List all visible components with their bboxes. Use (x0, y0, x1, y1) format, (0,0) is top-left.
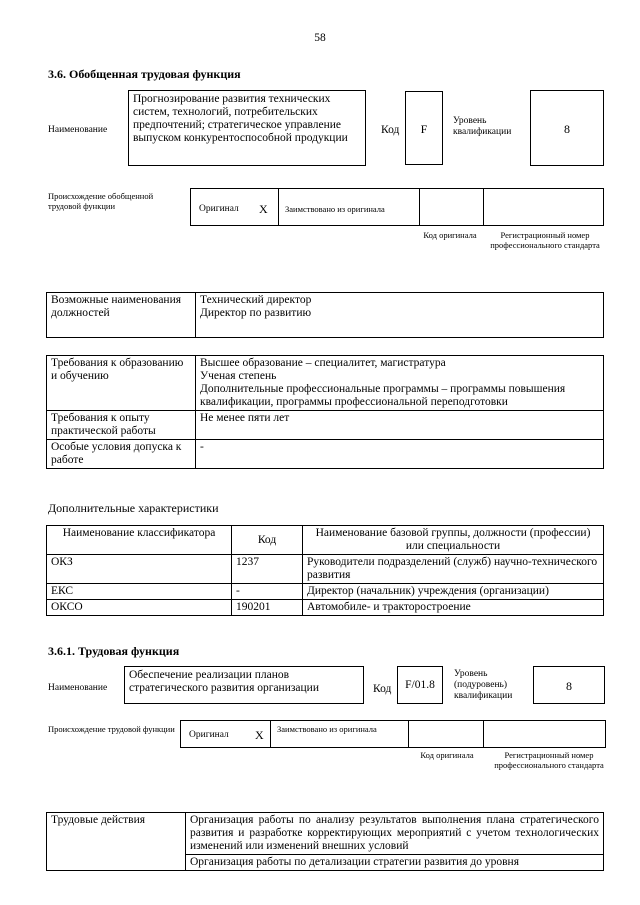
requirement-label: Требования к опыту практической работы (47, 411, 196, 440)
requirement-label: Особые условия допуска к работе (47, 440, 196, 469)
code-label: Код (381, 124, 400, 136)
level-label: Уровень квалификации (453, 116, 512, 137)
requirement-line: Дополнительные профессиональные программы – программы повышения квалификации, программы профессиональной переподготовки (200, 383, 566, 408)
section-heading: 3.6. Обобщенная трудовая функция (48, 67, 241, 81)
origin-code-caption: Код оригинала (423, 230, 477, 240)
sub-original-label: Оригинал (189, 730, 229, 740)
origin-table (190, 188, 604, 226)
table-cell: ЕКС (47, 584, 232, 600)
additional-table (46, 525, 604, 616)
sub-origin-table (180, 720, 606, 748)
table-row (47, 356, 604, 411)
origin-label: Происхождение обобщенной трудовой функции (48, 191, 154, 211)
table-cell: Руководители подразделений (служб) научно-технического развития (303, 555, 604, 584)
table-cell: - (232, 584, 303, 600)
sub-level-label: Уровень (подуровень) квалификации (454, 669, 513, 701)
sub-reg-number-caption: Регистрационный номер профессионального стандарта (494, 750, 604, 770)
actions-label: Трудовые действия (47, 813, 186, 871)
sub-code-value: F/01.8 (397, 666, 443, 704)
sub-name-value: Обеспечение реализации планов стратегического развития организации (124, 666, 364, 704)
table-cell: ОКСО (47, 600, 232, 616)
sub-original-mark: X (255, 728, 264, 742)
action-item: Организация работы по детализации стратегии развития до уровня (186, 855, 604, 871)
requirement-value (196, 356, 604, 411)
reg-number-caption: Регистрационный номер профессионального стандарта (490, 230, 600, 250)
name-label: Наименование (48, 125, 108, 135)
sub-origin-label: Происхождение трудовой функции (48, 724, 175, 734)
code-value: F (405, 91, 443, 165)
table-cell: Директор (начальник) учреждения (организации) (303, 584, 604, 600)
table-row (47, 293, 604, 338)
positions-values (196, 293, 604, 338)
original-mark: X (259, 202, 268, 216)
page-number: 58 (314, 32, 326, 44)
subsection-heading: 3.6.1. Трудовая функция (48, 644, 180, 658)
requirements-table (46, 355, 604, 469)
sub-origin-code-caption: Код оригинала (420, 750, 474, 760)
origin-divider (483, 721, 484, 747)
table-row (47, 440, 604, 469)
borrowed-label: Заимствовано из оригинала (285, 204, 385, 214)
original-label: Оригинал (199, 204, 239, 214)
action-item: Организация работы по анализу результатов выполнения плана стратегического развития и разработке корректирующих мероприятий с учетом технологических изменений или изменений внешних условий (186, 813, 604, 855)
sub-borrowed-label: Заимствовано из оригинала (277, 724, 377, 734)
table-cell: 190201 (232, 600, 303, 616)
requirement-line: Высшее образование – специалитет, магистратура (200, 357, 446, 369)
table-cell: ОКЗ (47, 555, 232, 584)
position-item: Директор по развитию (200, 307, 312, 319)
requirement-line: Ученая степень (200, 370, 277, 382)
sub-code-label: Код (373, 683, 392, 695)
table-row (47, 584, 604, 600)
requirement-value: - (196, 440, 604, 469)
actions-table (46, 812, 604, 871)
column-header: Наименование классификатора (47, 526, 232, 555)
sub-name-label: Наименование (48, 683, 108, 693)
column-header: Наименование базовой группы, должности (профессии) или специальности (303, 526, 604, 555)
table-header-row (47, 526, 604, 555)
table-cell: 1237 (232, 555, 303, 584)
requirement-value: Не менее пяти лет (196, 411, 604, 440)
sub-level-value: 8 (533, 666, 605, 704)
origin-divider (483, 189, 484, 225)
position-item: Технический директор (200, 294, 312, 306)
origin-divider (419, 189, 420, 225)
table-row (47, 555, 604, 584)
column-header: Код (232, 526, 303, 555)
requirement-label: Требования к образованию и обучению (47, 356, 196, 411)
table-cell: Автомобиле- и тракторостроение (303, 600, 604, 616)
origin-divider (270, 721, 271, 747)
origin-divider (408, 721, 409, 747)
level-value: 8 (530, 90, 604, 166)
positions-label: Возможные наименования должностей (47, 293, 196, 338)
additional-heading: Дополнительные характеристики (48, 501, 219, 515)
table-row (47, 411, 604, 440)
positions-table (46, 292, 604, 338)
name-value: Прогнозирование развития технических систем, технологий, потребительских предпочтений; стратегическое управление выпуском конкурентоспособной продукции (128, 90, 366, 166)
origin-divider (278, 189, 279, 225)
table-row (47, 600, 604, 616)
table-row (47, 813, 604, 855)
